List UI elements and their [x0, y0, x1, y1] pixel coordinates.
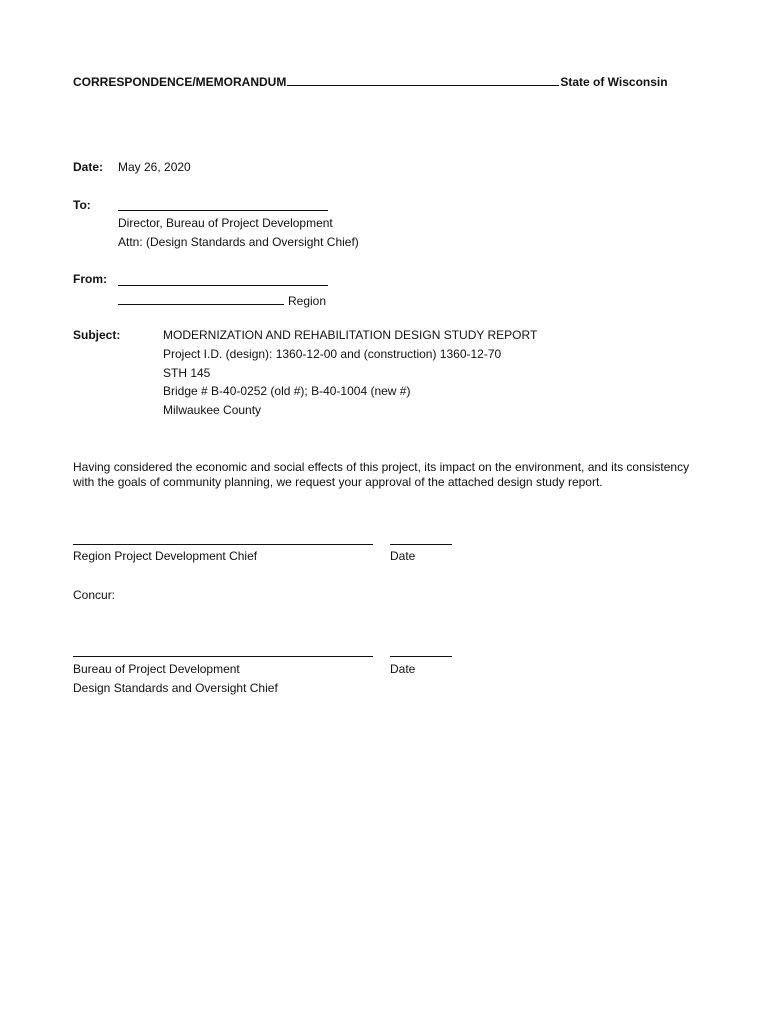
concur-label: Concur: [73, 588, 116, 602]
date-label: Date: [73, 160, 104, 174]
bureau-chief-date-label: Date [390, 662, 416, 676]
to-label: To: [73, 198, 91, 212]
subject-label: Subject: [73, 328, 121, 342]
from-region-line [118, 292, 326, 308]
bureau-chief-title-line2: Design Standards and Oversight Chief [73, 681, 278, 695]
header-rule [287, 73, 559, 86]
subject-line-project-id: Project I.D. (design): 1360-12-00 and (construction) 1360-12-70 [163, 347, 502, 361]
agency-name: State of Wisconsin [560, 75, 668, 89]
from-label: From: [73, 272, 107, 286]
subject-line-county: Milwaukee County [163, 403, 262, 417]
subject-line-title: MODERNIZATION AND REHABILITATION DESIGN STUDY REPORT [163, 328, 538, 342]
from-blank-line [118, 285, 328, 286]
date-line-region-chief [390, 544, 452, 545]
region-chief-date-label: Date [390, 549, 416, 563]
date-line-bureau-chief [390, 656, 452, 657]
to-recipient: Director, Bureau of Project Development [118, 216, 333, 230]
signature-line-region-chief [73, 544, 373, 545]
signature-line-bureau-chief [73, 656, 373, 657]
subject-line-highway: STH 145 [163, 366, 211, 380]
date-value: May 26, 2020 [118, 160, 191, 174]
subject-line-bridge: Bridge # B-40-0252 (old #); B-40-1004 (new #) [163, 384, 411, 398]
memo-header [73, 73, 668, 89]
region-suffix: Region [288, 294, 327, 308]
to-blank-line [118, 210, 328, 211]
to-attention: Attn: (Design Standards and Oversight Chief) [118, 235, 359, 249]
bureau-chief-title-line1: Bureau of Project Development [73, 662, 240, 676]
region-chief-title: Region Project Development Chief [73, 549, 258, 563]
memo-type: CORRESPONDENCE/MEMORANDUM [73, 75, 287, 89]
body-paragraph: Having considered the economic and social effects of this project, its impact on the environment, and its consistency with the goals of community planning, we request your approval of the attached design study report. [73, 460, 690, 489]
region-blank [118, 292, 284, 305]
